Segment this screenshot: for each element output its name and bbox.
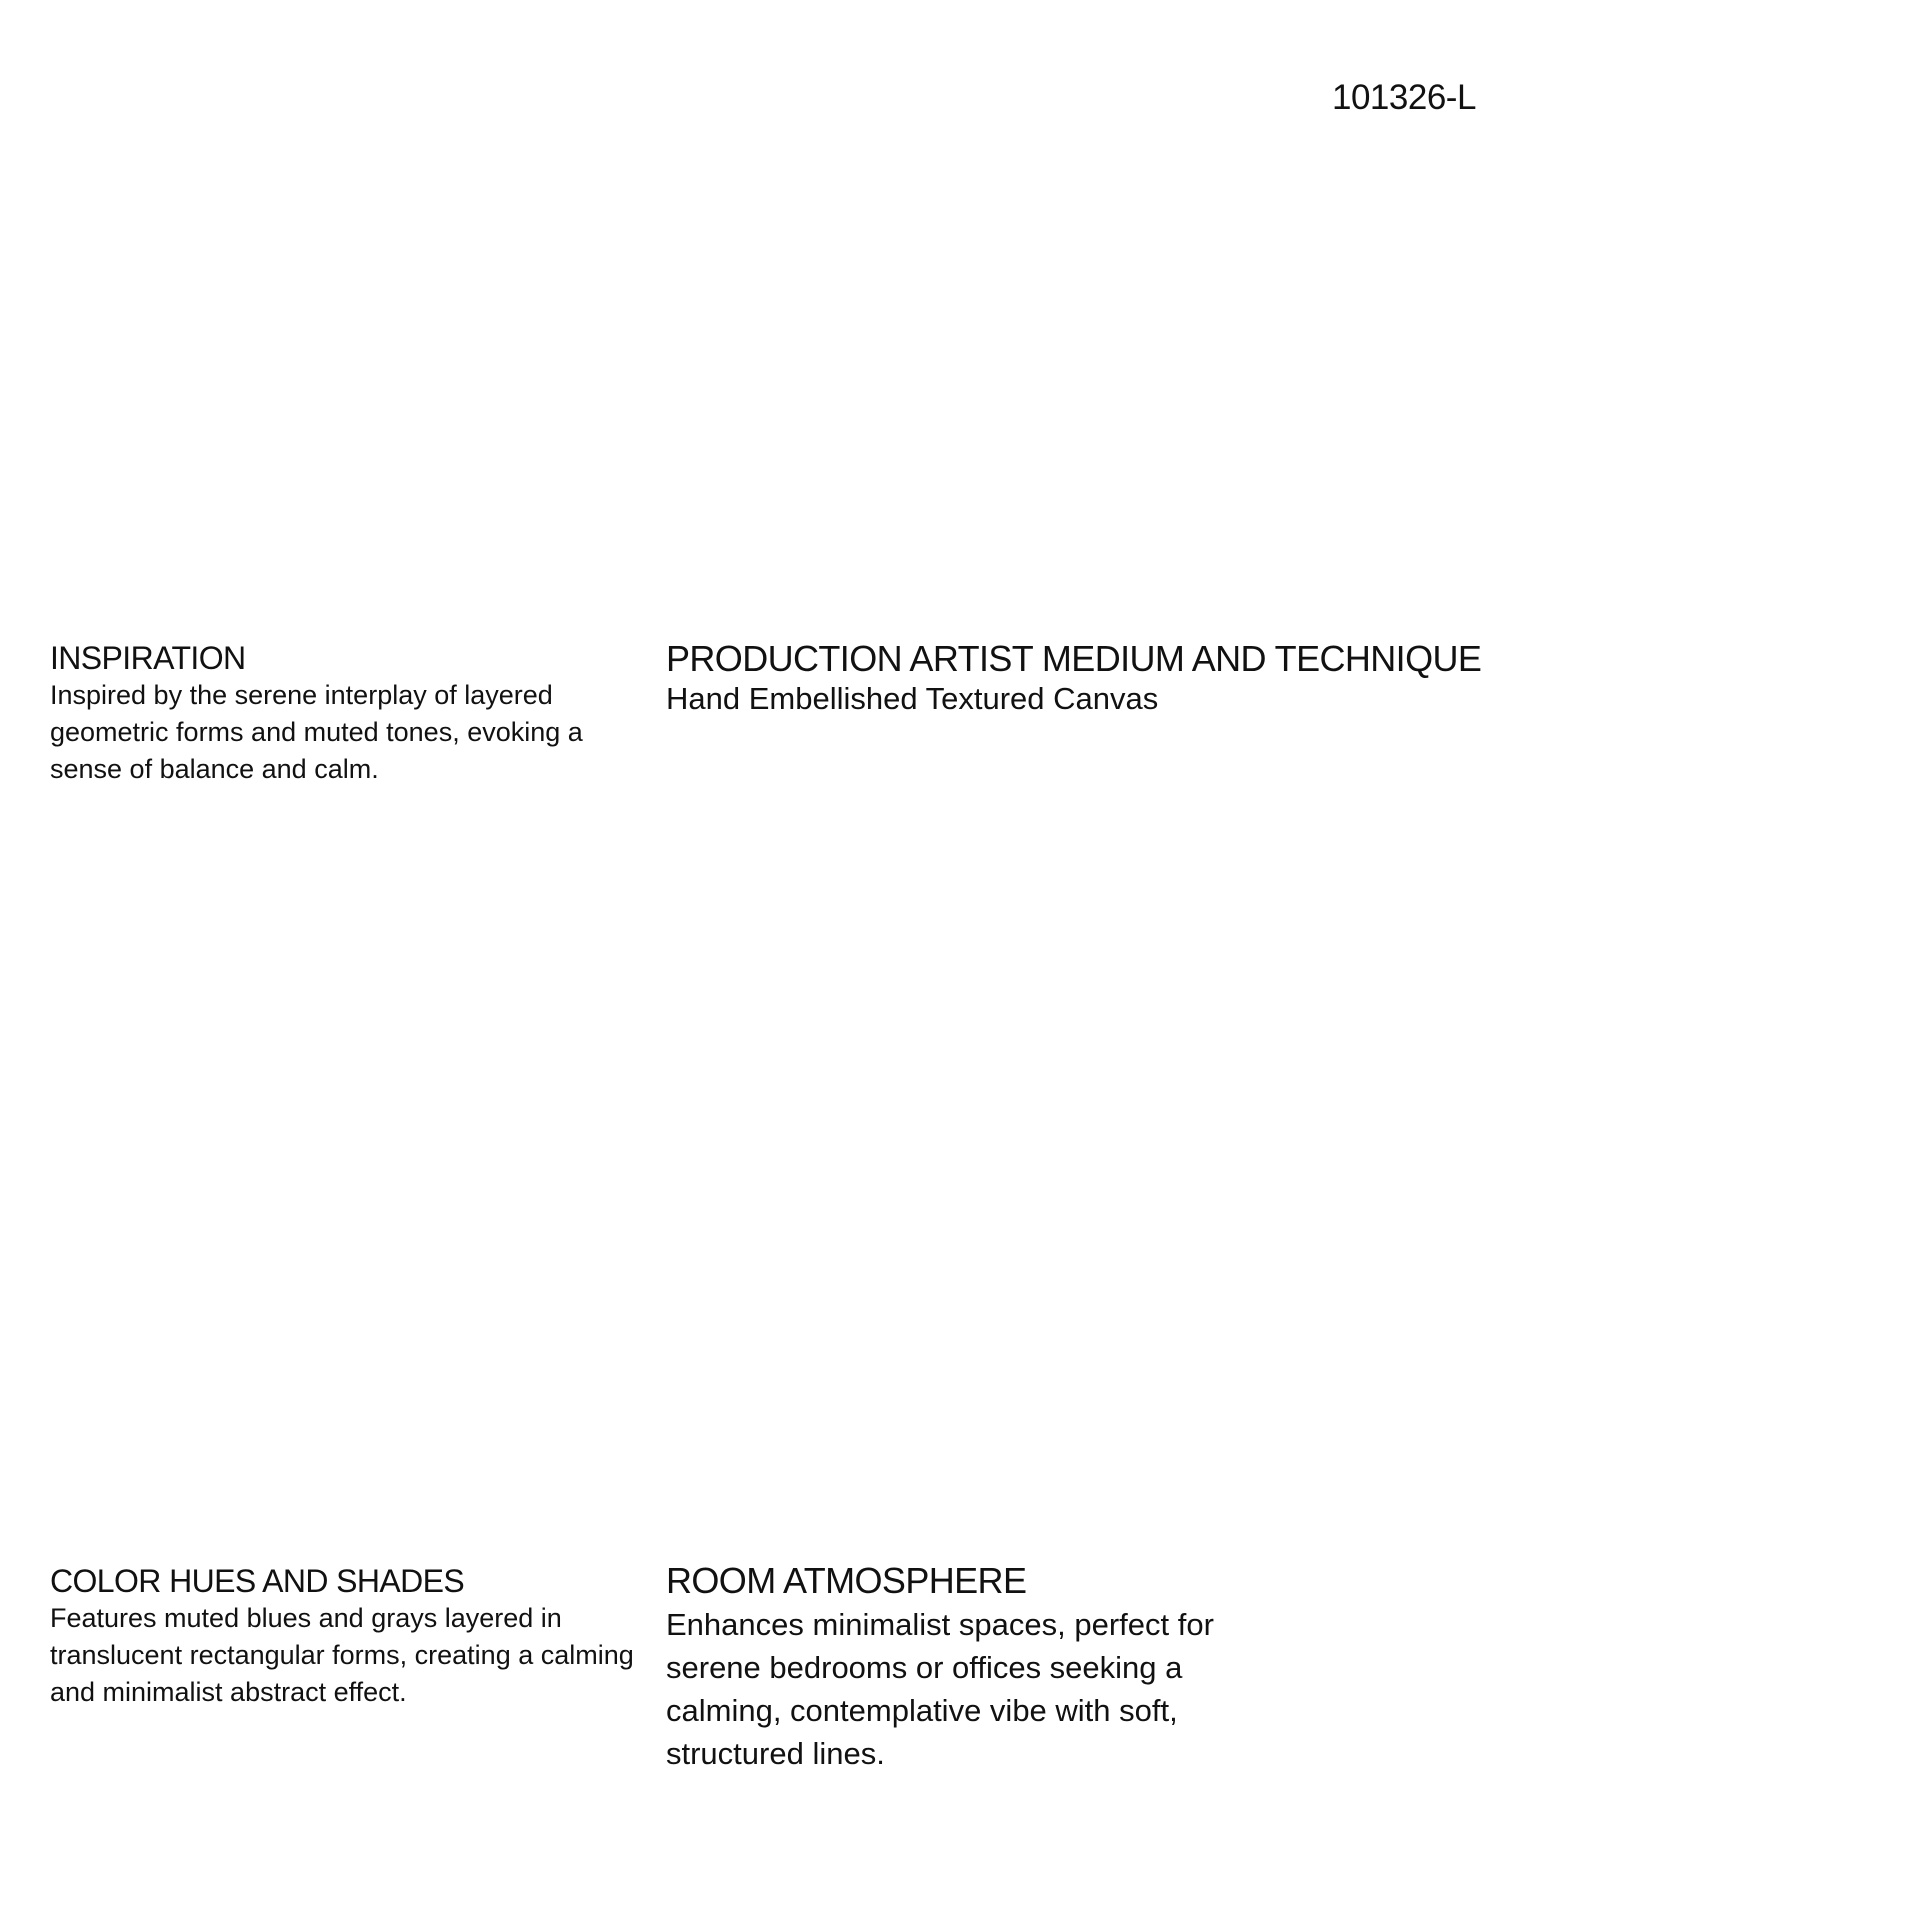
color-hues-body: Features muted blues and grays layered in translucent rectangular forms, creating a calming and minimalist abstract effect. [50,1602,634,1707]
inspiration-heading: INSPIRATION [50,640,246,676]
medium-technique-heading: PRODUCTION ARTIST MEDIUM AND TECHNIQUE [666,638,1482,679]
room-atmosphere-heading: ROOM ATMOSPHERE [666,1560,1027,1601]
inspiration-section [50,640,650,788]
product-code: 101326-L [1332,78,1476,117]
inspiration-body: Inspired by the serene interplay of layered geometric forms and muted tones, evoking a sense of balance and calm. [50,679,583,784]
color-hues-section [50,1563,650,1711]
medium-technique-body: Hand Embellished Textured Canvas [666,681,1159,717]
medium-technique-section [666,638,1566,719]
room-atmosphere-section [666,1560,1266,1775]
room-atmosphere-body: Enhances minimalist spaces, perfect for serene bedrooms or offices seeking a calming, contemplative vibe with soft, structured lines. [666,1607,1214,1772]
color-hues-heading: COLOR HUES AND SHADES [50,1563,465,1599]
